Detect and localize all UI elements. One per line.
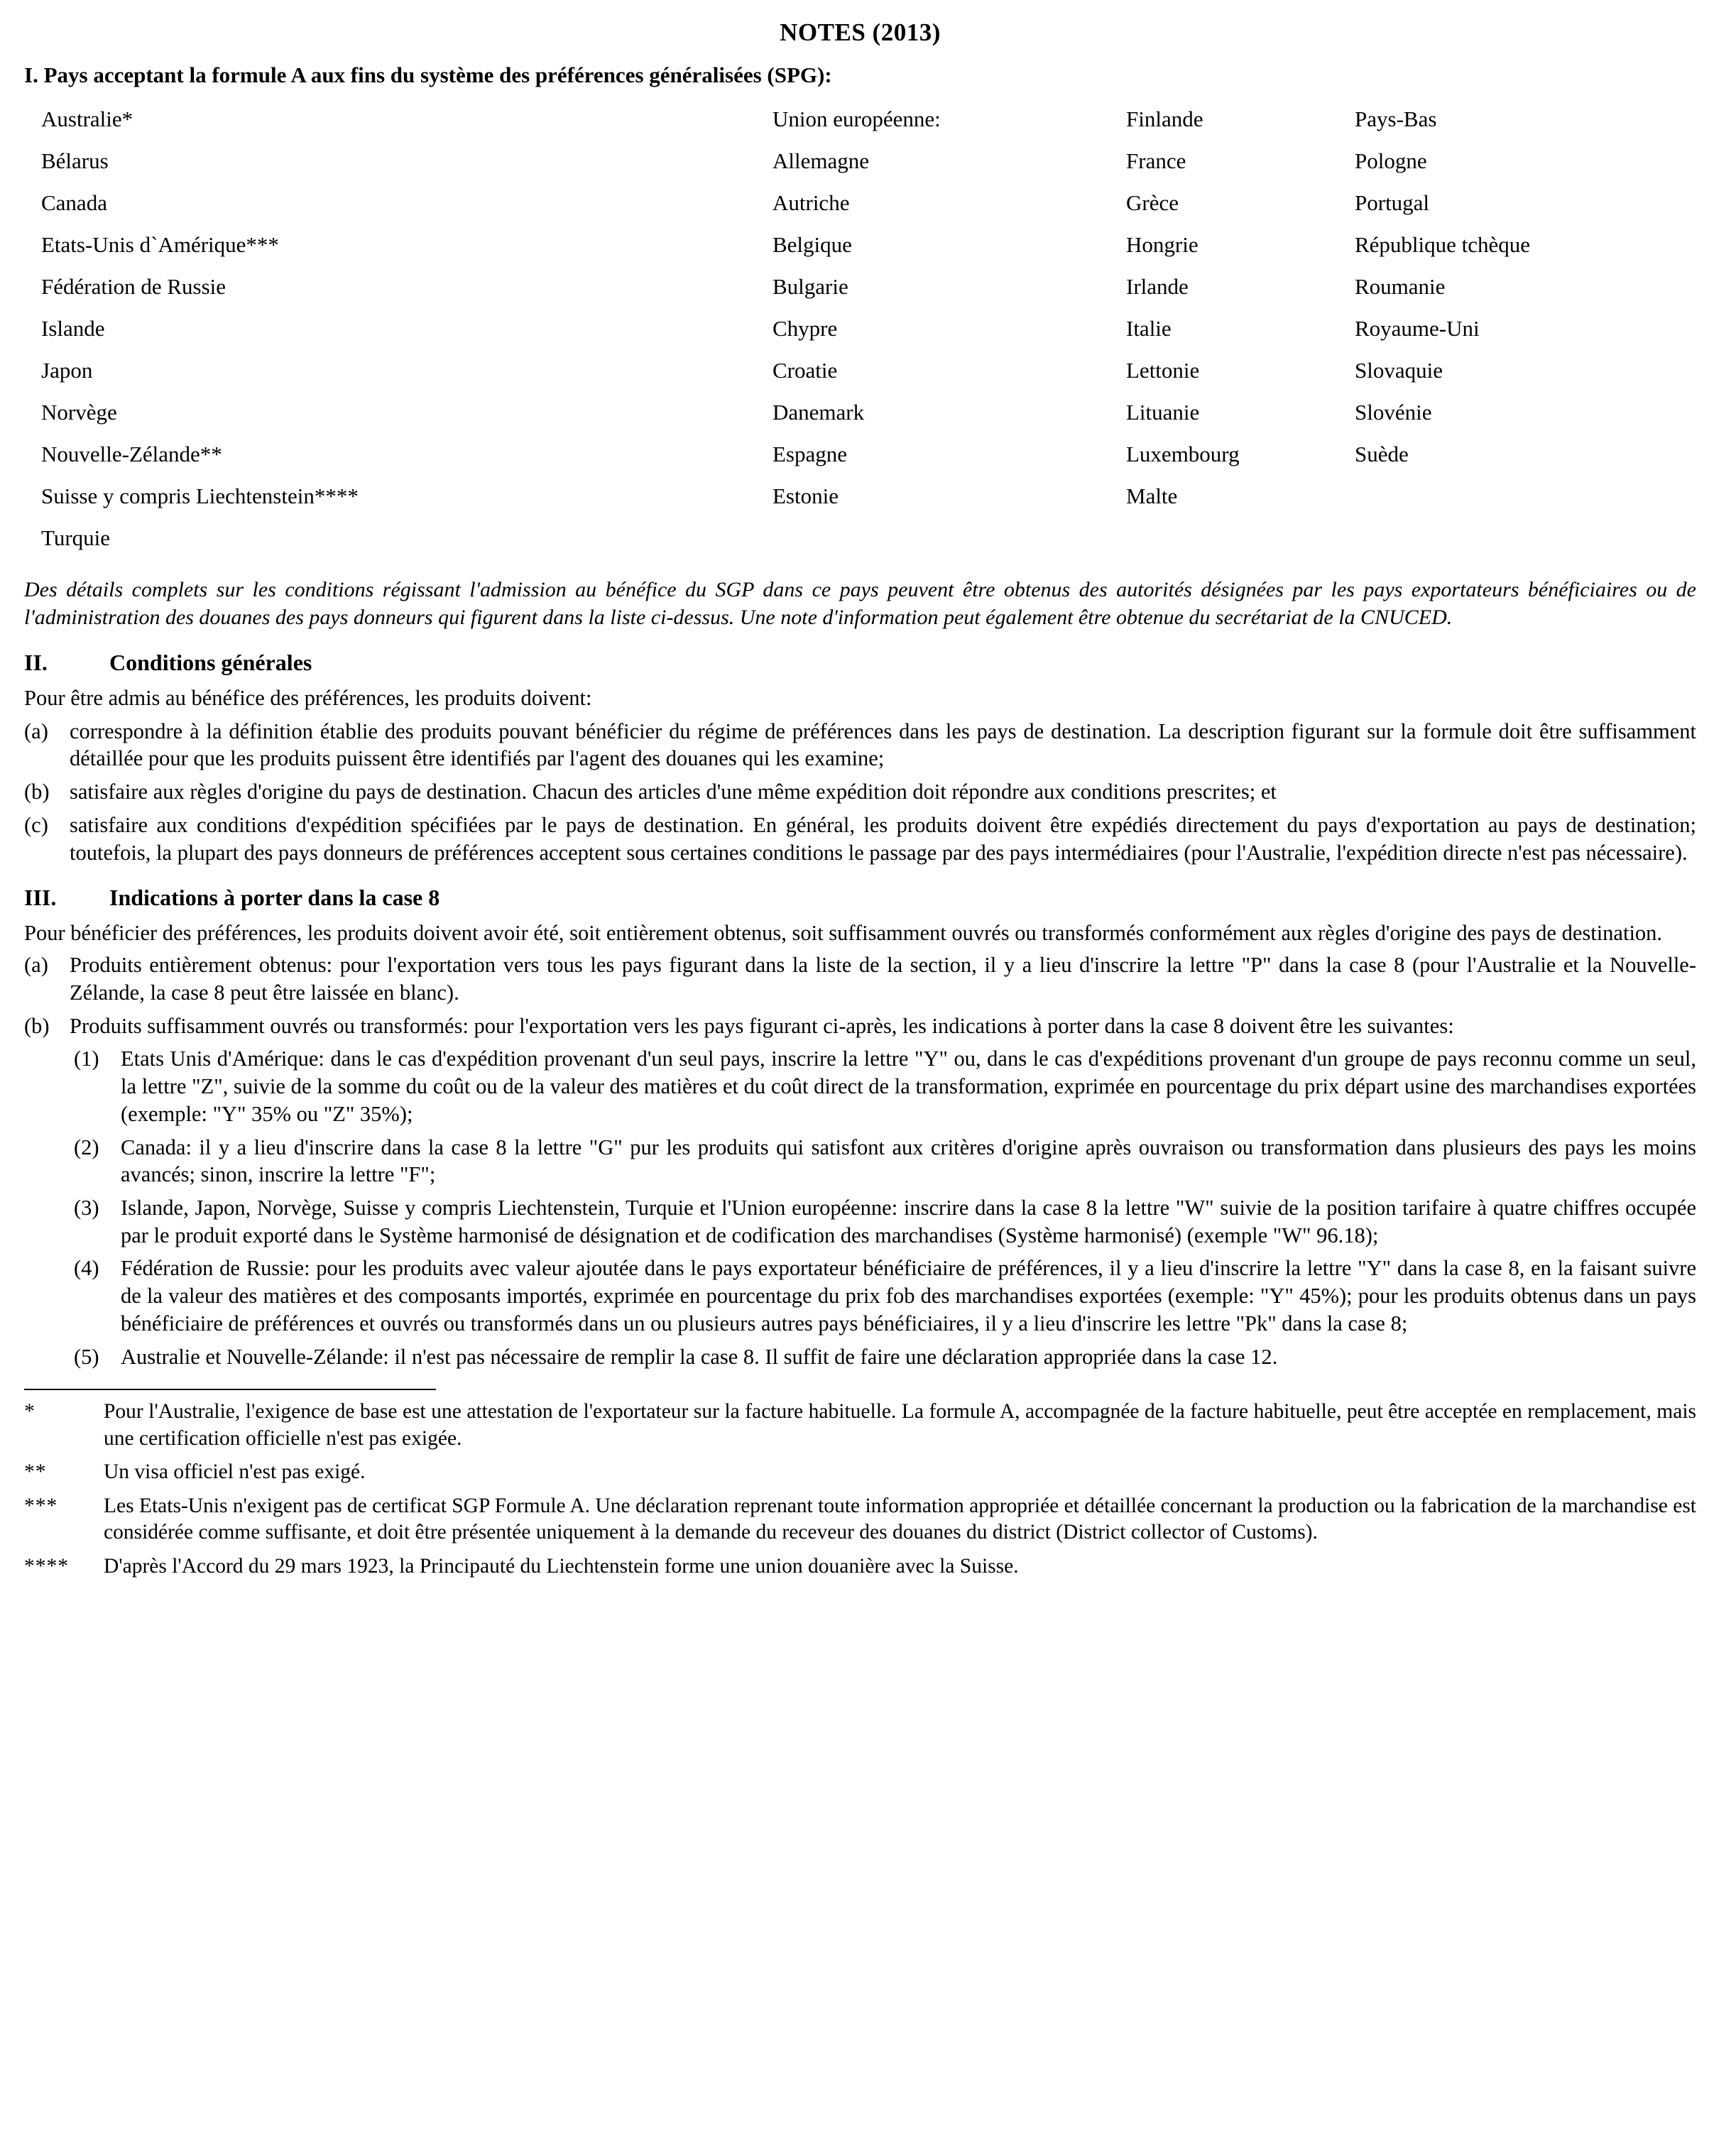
sub-list-item-marker: (5) <box>74 1344 99 1369</box>
country-column-2 <box>773 98 1126 559</box>
country-item: Etats-Unis d`Amérique*** <box>41 232 279 257</box>
country-item: Danemark <box>773 400 865 425</box>
section-iii-number: III. <box>24 885 57 911</box>
list-item-text: correspondre à la définition établie des produits pouvant bénéficier du régime de préférences dans les pays de destination. La description figurant sur la formule doit être suffisamment détaillée pour que les produits puissent être identifiés par l'agent des douanes qui les examine; <box>70 719 1696 771</box>
list-item <box>24 1012 1696 1040</box>
country-column-3 <box>1126 98 1355 559</box>
country-item: Bélarus <box>41 148 109 173</box>
section-iii-intro: Pour bénéficier des préférences, les produits doivent avoir été, soit entièrement obtenus, soit suffisamment ouvrés ou transformés conformément aux règles d'origine des pays de destination. <box>24 921 1663 946</box>
country-item: Lituanie <box>1126 400 1200 425</box>
country-item: Japon <box>41 358 93 383</box>
sub-list-item-marker: (4) <box>74 1256 99 1281</box>
list-item-text: satisfaire aux règles d'origine du pays de destination. Chacun des articles d'une même expédition doit répondre aux conditions prescrites; et <box>70 780 1277 804</box>
list-item-text: satisfaire aux conditions d'expédition spécifiées par le pays de destination. En général, les produits doivent être expédiés directement du pays d'exportation au pays de destination; toutefois, la plupart des pays donneurs de préférences acceptent sous certaines conditions le passage par des pays intermédiaires (pour l'Australie, l'expédition directe n'est pas nécessaire). <box>70 812 1696 865</box>
country-item: Islande <box>41 316 105 341</box>
country-item: Union européenne: <box>773 106 941 131</box>
country-item: Australie* <box>41 106 133 131</box>
section-ii-heading <box>24 650 1696 676</box>
country-item: Estonie <box>773 484 839 508</box>
list-item <box>24 778 1696 806</box>
country-item: Pays-Bas <box>1355 106 1437 131</box>
country-item: Royaume-Uni <box>1355 316 1480 341</box>
country-item: Chypre <box>773 316 838 341</box>
list-item-marker: (a) <box>24 719 48 743</box>
list-item <box>24 718 1696 772</box>
country-item: France <box>1126 148 1186 173</box>
country-item: Allemagne <box>773 148 870 173</box>
footnote-marker: *** <box>24 1494 58 1517</box>
sub-list-item-text: Etats Unis d'Amérique: dans le cas d'expédition provenant d'un seul pays, inscrire la lettre "Y" ou, dans le cas d'expéditions provenant d'un groupe de pays reconnu comme un seul, la lettre "Z", suivie de la somme du coût ou de la valeur des matières et du coût direct de la transformation, exprimée en pourcentage du prix départ usine des marchandises exportées (exemple: "Y" 35% ou "Z" 35%); <box>121 1047 1696 1126</box>
country-item: Hongrie <box>1126 232 1199 257</box>
sub-list-item <box>24 1343 1696 1371</box>
footnote <box>24 1399 1696 1452</box>
country-item: Slovaquie <box>1355 358 1443 383</box>
country-column-4 <box>1355 98 1696 559</box>
country-item: Canada <box>41 190 107 215</box>
sub-list-item <box>24 1194 1696 1249</box>
country-item: République tchèque <box>1355 232 1531 257</box>
section-i-heading: I. Pays acceptant la formule A aux fins du système des préférences généralisées (SPG): <box>24 62 832 87</box>
list-item-text: Produits suffisamment ouvrés ou transformés: pour l'exportation vers les pays figurant ci-après, les indications à porter dans la case 8 doivent être les suivantes: <box>70 1013 1454 1038</box>
sub-list-item <box>24 1045 1696 1127</box>
sub-list-item <box>24 1255 1696 1337</box>
footnote <box>24 1459 1696 1485</box>
list-item <box>24 951 1696 1006</box>
country-item: Norvège <box>41 400 117 425</box>
country-item: Grèce <box>1126 190 1179 215</box>
section-iii-title: Indications à porter dans la case 8 <box>109 885 440 911</box>
sub-list-item-marker: (3) <box>74 1196 99 1220</box>
country-item: Roumanie <box>1355 274 1446 299</box>
country-item: Malte <box>1126 484 1178 508</box>
section-i-note: Des détails complets sur les conditions régissant l'admission au bénéfice du SGP dans ce pays peuvent être obtenus des autorités désignées par les pays exportateurs bénéficiaires ou de l'administration des douanes des pays donneurs qui figurent dans la liste ci-dessus. Une note d'information peut également être obtenue du secrétariat de la CNUCED. <box>24 578 1696 629</box>
footnote-marker: * <box>24 1400 36 1424</box>
sub-list-item-text: Canada: il y a lieu d'inscrire dans la case 8 la lettre "G" pur les produits qui satisfont aux critères d'origine après ouvraison ou transformation dans plusieurs des pays les moins avancés; sinon, inscrire la lettre "F"; <box>121 1135 1696 1187</box>
country-item: Lettonie <box>1126 358 1200 383</box>
footnote <box>24 1553 1696 1580</box>
footnote-text: Pour l'Australie, l'exigence de base est une attestation de l'exportateur sur la facture habituelle. La formule A, accompagnée de la facture habituelle, peut être acceptée en remplacement, mais une certification officielle n'est pas exigée. <box>104 1400 1696 1450</box>
footnote-text: Les Etats-Unis n'exigent pas de certificat SGP Formule A. Une déclaration reprenant toute information appropriée et détaillée concernant la production ou la fabrication de la marchandise est considérée comme suffisante, et doit être présentée uniquement à la demande du receveur des douanes du district (District collector of Customs). <box>104 1494 1696 1544</box>
country-item: Fédération de Russie <box>41 274 226 299</box>
list-item-marker: (b) <box>24 780 50 804</box>
page-title: NOTES (2013) <box>780 18 941 46</box>
country-item: Finlande <box>1126 106 1203 131</box>
country-column-1 <box>24 98 773 559</box>
country-item: Espagne <box>773 442 848 466</box>
country-item: Turquie <box>41 525 111 550</box>
country-item: Suède <box>1355 442 1409 466</box>
country-list <box>24 98 1696 559</box>
country-item: Belgique <box>773 232 852 257</box>
sub-list-item <box>24 1134 1696 1189</box>
footnote-marker: **** <box>24 1554 69 1578</box>
footnote <box>24 1493 1696 1546</box>
list-item-marker: (a) <box>24 953 48 978</box>
country-item: Nouvelle-Zélande** <box>41 442 222 466</box>
footnote-text: Un visa officiel n'est pas exigé. <box>104 1460 366 1484</box>
country-item: Suisse y compris Liechtenstein**** <box>41 484 359 508</box>
sub-list-item-text: Fédération de Russie: pour les produits avec valeur ajoutée dans le pays exportateur bénéficiaire de préférences, il y a lieu d'inscrire la lettre "Y" dans la case 8, en la faisant suivre de la valeur des matières et des composants importés, exprimée en pourcentage du prix fob des marchandises exportées (exemple: "Y" 45%); pour les produits obtenus dans un pays bénéficiaire de préférences et ouvrés ou transformés dans un ou plusieurs autres pays bénéficiaires, il y a lieu d'inscrire les lettre "Pk" dans la case 8; <box>121 1256 1696 1335</box>
sub-list-item-marker: (1) <box>74 1047 99 1071</box>
country-item: Croatie <box>773 358 838 383</box>
list-item-marker: (b) <box>24 1013 50 1038</box>
section-iii-heading <box>24 885 1696 911</box>
section-ii-number: II. <box>24 650 48 675</box>
list-item <box>24 812 1696 866</box>
country-item: Irlande <box>1126 274 1189 299</box>
country-item: Portugal <box>1355 190 1430 215</box>
footnote-marker: ** <box>24 1460 47 1484</box>
list-item-text: Produits entièrement obtenus: pour l'exportation vers tous les pays figurant dans la liste de la section, il y a lieu d'inscrire la lettre "P" dans la case 8 (pour l'Australie et la Nouvelle-Zélande, la case 8 peut être laissée en blanc). <box>70 953 1696 1005</box>
section-ii-intro: Pour être admis au bénéfice des préférences, les produits doivent: <box>24 686 592 710</box>
sub-list-item-text: Australie et Nouvelle-Zélande: il n'est pas nécessaire de remplir la case 8. Il suffit de faire une déclaration appropriée dans la case 12. <box>121 1344 1278 1369</box>
footnote-separator <box>24 1389 436 1390</box>
country-item: Slovénie <box>1355 400 1432 425</box>
country-item: Luxembourg <box>1126 442 1240 466</box>
section-ii-title: Conditions générales <box>109 650 312 675</box>
sub-list-item-text: Islande, Japon, Norvège, Suisse y compris Liechtenstein, Turquie et l'Union européenne: inscrire dans la case 8 la lettre "W" suivie de la position tarifaire à quatre chiffres occupée par le produit exporté dans le Système harmonisé de désignation et de codification des marchandises (Système harmonisé) (exemple "W" 96.18); <box>121 1196 1696 1247</box>
country-item: Pologne <box>1355 148 1427 173</box>
footnote-text: D'après l'Accord du 29 mars 1923, la Principauté du Liechtenstein forme une union douanière avec la Suisse. <box>104 1554 1019 1578</box>
sub-list-item-marker: (2) <box>74 1135 99 1159</box>
country-item: Italie <box>1126 316 1172 341</box>
country-item: Autriche <box>773 190 850 215</box>
list-item-marker: (c) <box>24 812 48 837</box>
country-item: Bulgarie <box>773 274 848 299</box>
